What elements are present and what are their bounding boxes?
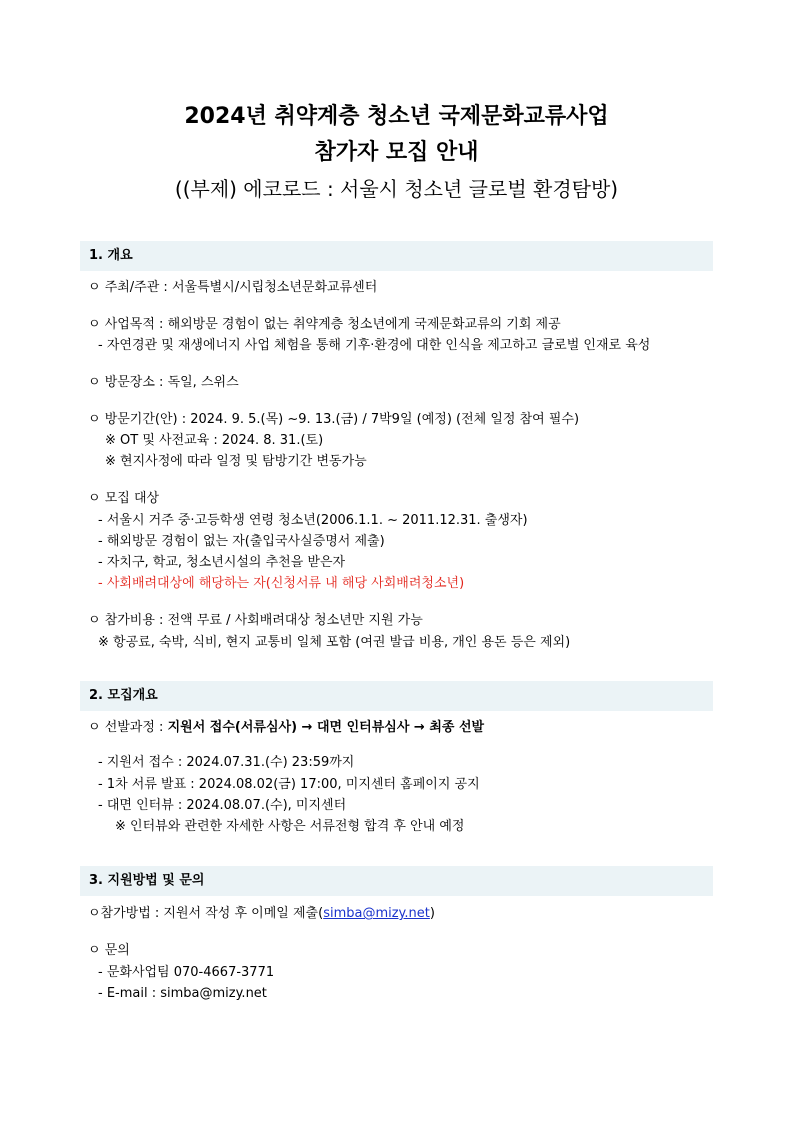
page-subtitle: ((부제) 에코로드 : 서울시 청소년 글로벌 환경탐방) [174, 177, 619, 201]
contact-item: - 문화사업팀 070-4667-3771 [98, 965, 275, 980]
schedule-item: - 지원서 접수 : 2024.07.31.(수) 23:59까지 [98, 755, 355, 770]
page-title-line2: 참가자 모집 안내 [314, 140, 479, 165]
method-prefix: ㅇ참가방법 : 지원서 작성 후 이메일 제출( [88, 906, 324, 921]
target-item-highlight: - 사회배려대상에 해당하는 자(신청서류 내 해당 사회배려청소년) [98, 576, 465, 591]
section-heading: 3. 지원방법 및 문의 [89, 873, 205, 888]
process-value: 지원서 접수(서류심사) → 대면 인터뷰심사 → 최종 선발 [167, 720, 485, 735]
contact-line: ㅇ 문의 [88, 943, 130, 958]
target-line: ㅇ 모집 대상 [88, 491, 160, 506]
period-line: ㅇ 방문기간(안) : 2024. 9. 5.(목) ~9. 13.(금) / 7박9일 (예정) (전체 일정 참여 필수) [88, 412, 580, 427]
target-item: - 서울시 거주 중·고등학생 연령 청소년(2006.1.1. ~ 2011.12.31. 출생자) [98, 513, 528, 528]
section-heading: 2. 모집개요 [89, 688, 158, 703]
schedule-item: - 대면 인터뷰 : 2024.08.07.(수), 미지센터 [98, 798, 347, 813]
email-link[interactable]: simba@mizy.net [323, 906, 430, 921]
target-item: - 해외방문 경험이 없는 자(출입국사실증명서 제출) [98, 534, 385, 549]
schedule-note: ※ 인터뷰와 관련한 자세한 사항은 서류전형 합격 후 안내 예정 [115, 819, 465, 834]
process-line [88, 719, 484, 737]
cost-line: ㅇ 참가비용 : 전액 무료 / 사회배려대상 청소년만 지원 가능 [88, 613, 423, 628]
period-note: ※ OT 및 사전교육 : 2024. 8. 31.(토) [105, 433, 324, 448]
method-suffix: ) [429, 906, 435, 921]
page-title: 2024년 취약계층 청소년 국제문화교류사업 [184, 104, 609, 129]
process-label: ㅇ 선발과정 : [88, 720, 168, 735]
period-note: ※ 현지사정에 따라 일정 및 탐방기간 변동가능 [105, 454, 367, 469]
section-header-recruit [80, 681, 713, 711]
section-header-overview [80, 241, 713, 271]
method-line [88, 905, 435, 923]
purpose-line: ㅇ 사업목적 : 해외방문 경험이 없는 취약계층 청소년에게 국제문화교류의 기회 제공 [88, 317, 561, 332]
purpose-detail-line: - 자연경관 및 재생에너지 사업 체험을 통해 기후·환경에 대한 인식을 제고하고 글로벌 인재로 육성 [98, 338, 651, 353]
contact-item: - E-mail : simba@mizy.net [98, 986, 267, 1001]
section-heading: 1. 개요 [89, 248, 133, 263]
schedule-item: - 1차 서류 발표 : 2024.08.02(금) 17:00, 미지센터 홈페이지 공지 [98, 777, 480, 792]
place-line: ㅇ 방문장소 : 독일, 스위스 [88, 375, 239, 390]
target-item: - 자치구, 학교, 청소년시설의 추천을 받은자 [98, 555, 346, 570]
section-header-apply [80, 866, 713, 896]
organizer-line: ㅇ 주최/주관 : 서울특별시/시립청소년문화교류센터 [88, 280, 378, 295]
cost-note: ※ 항공료, 숙박, 식비, 현지 교통비 일체 포함 (여권 발급 비용, 개인 용돈 등은 제외) [98, 635, 571, 650]
